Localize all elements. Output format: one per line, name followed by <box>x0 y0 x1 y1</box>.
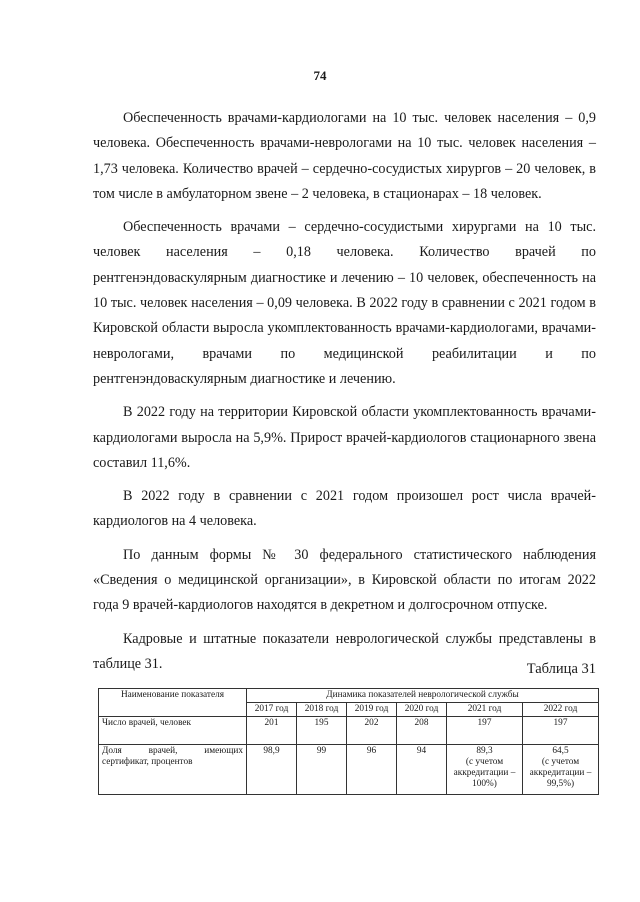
table-cell: 99 <box>297 745 347 795</box>
table-cell: 197 <box>523 717 599 745</box>
table-cell: 197 <box>447 717 523 745</box>
header-indicator: Наименование показателя <box>99 689 247 717</box>
header-group: Динамика показателей неврологической службы <box>247 689 599 703</box>
year-header: 2020 год <box>397 703 447 717</box>
table-caption: Таблица 31 <box>526 661 596 677</box>
table-cell: 202 <box>347 717 397 745</box>
table-cell: 64,5 (с учетом аккредитации – 99,5%) <box>523 745 599 795</box>
year-header: 2017 год <box>247 703 297 717</box>
table-header-row <box>99 689 599 703</box>
paragraph: По данным формы № 30 федерального статистического наблюдения «Сведения о медицинской организации», в Кировской области по итогам 2022 года 9 врачей-кардиологов находятся в декретном и долгосрочном отпуске. <box>93 546 596 614</box>
table-row <box>99 717 599 745</box>
paragraph: Обеспеченность врачами-кардиологами на 10 тыс. человек населения – 0,9 человека. Обеспеченность врачами-неврологами на 10 тыс. человек населения – 1,73 человека. Количество врачей – сердечно-сосудистых хирургов – 20 человек, в том числе в амбулаторном звене – 2 человека, в стационарах – 18 человек. <box>93 110 596 202</box>
neurology-service-table <box>98 688 599 795</box>
row-label: Число врачей, человек <box>99 717 247 745</box>
paragraph: В 2022 году в сравнении с 2021 годом произошел рост числа врачей-кардиологов на 4 человека. <box>93 488 596 530</box>
paragraph: Обеспеченность врачами – сердечно-сосудистыми хирургами на 10 тыс. человек населения – 0,18 человека. Количество врачей по рентгенэндоваскулярным диагностике и лечению – 10 человек, обеспеченность на 10 тыс. человек населения – 0,09 человека. В 2022 году в сравнении с 2021 годом в Кировской области выросла укомплектованность врачами-кардиологами, врачами-неврологами, врачами по медицинской реабилитации и по рентгенэндоваскулярным диагностике и лечению. <box>93 219 596 387</box>
page-number: 74 <box>313 68 327 83</box>
table-cell: 94 <box>397 745 447 795</box>
year-header: 2018 год <box>297 703 347 717</box>
body-text <box>93 106 596 685</box>
paragraph: В 2022 году на территории Кировской области укомплектованность врачами-кардиологами выросла на 5,9%. Прирост врачей-кардиологов стационарного звена составил 11,6%. <box>93 404 596 471</box>
row-label: Доля врачей, имеющих сертификат, процентов <box>99 745 247 795</box>
table-cell: 96 <box>347 745 397 795</box>
year-header: 2022 год <box>523 703 599 717</box>
table-cell: 89,3 (с учетом аккредитации – 100%) <box>447 745 523 795</box>
table-cell: 201 <box>247 717 297 745</box>
table-cell: 195 <box>297 717 347 745</box>
year-header: 2021 год <box>447 703 523 717</box>
table-cell: 98,9 <box>247 745 297 795</box>
table-row <box>99 745 599 795</box>
year-header: 2019 год <box>347 703 397 717</box>
paragraph: Кадровые и штатные показатели неврологической службы представлены в таблице 31. <box>93 630 596 672</box>
table-cell: 208 <box>397 717 447 745</box>
